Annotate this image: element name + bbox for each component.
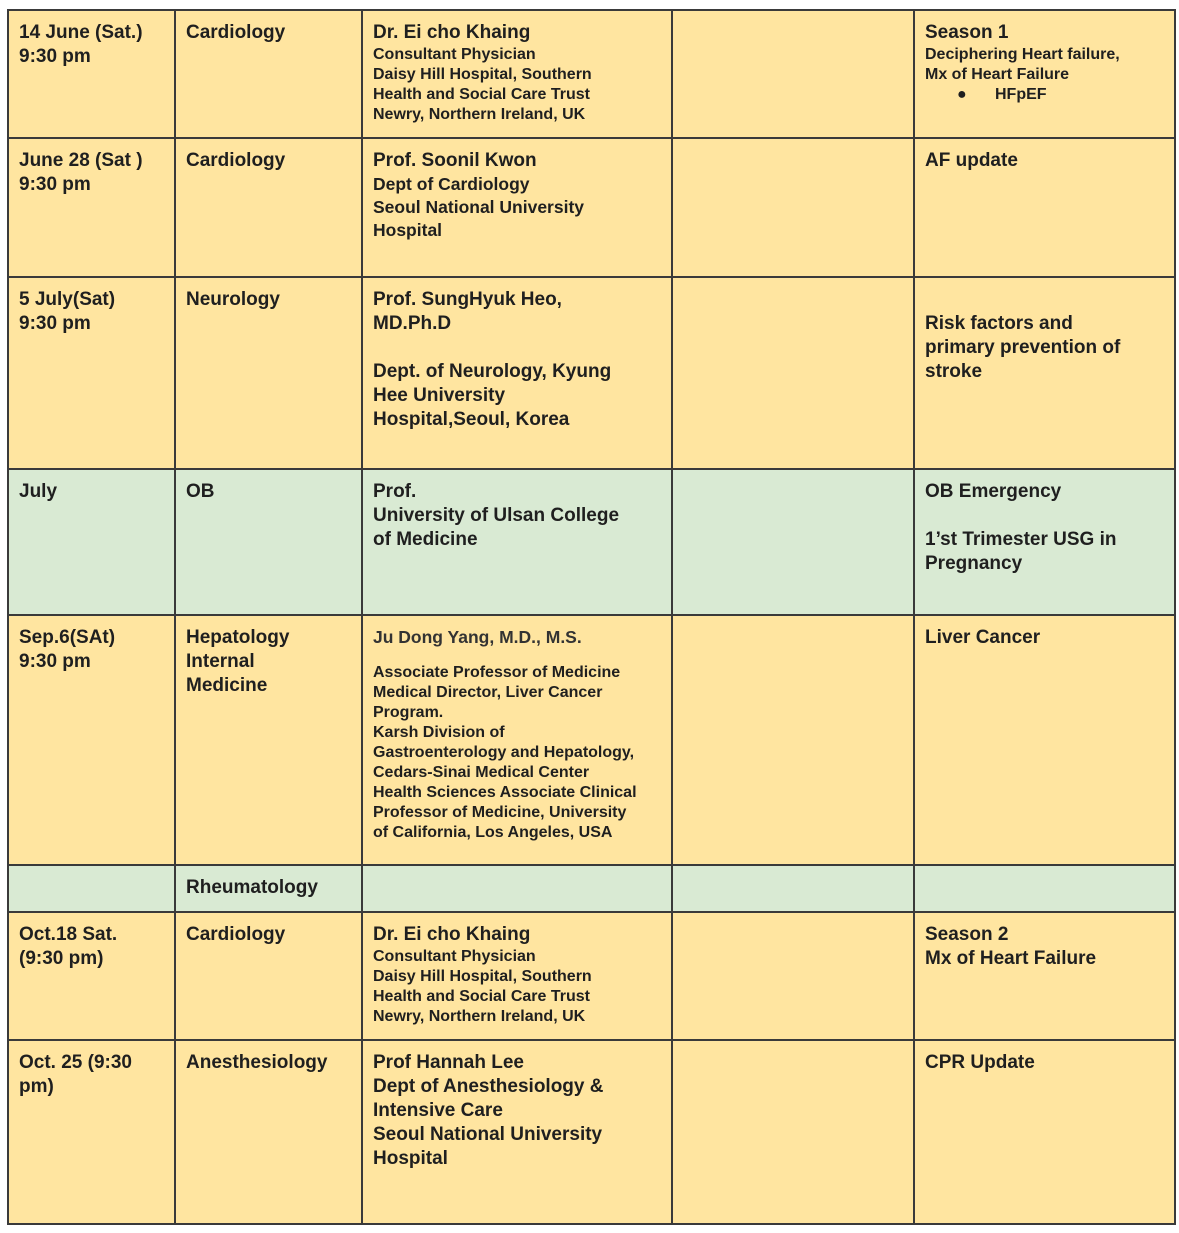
speaker-detail: of California, Los Angeles, USA (373, 824, 613, 841)
bullet-dot-icon: ● (957, 86, 967, 103)
date-cell (8, 277, 175, 469)
date-cell (8, 912, 175, 1040)
notes-cell (672, 615, 914, 865)
speaker-detail: Associate Professor of Medicine (373, 664, 621, 681)
specialty-text: Internal (186, 651, 255, 672)
speaker-name: Prof Hannah Lee (373, 1052, 524, 1073)
notes-cell (672, 10, 914, 138)
time-text: (9:30 pm) (19, 948, 104, 969)
speaker-detail: Dept of Anesthesiology & (373, 1076, 604, 1097)
specialty-text: Cardiology (186, 150, 286, 171)
notes-cell (672, 277, 914, 469)
speaker-detail: Professor of Medicine, University (373, 804, 627, 821)
speaker-cell (362, 615, 672, 865)
topic-bullet-item (925, 85, 1164, 105)
specialty-text: Anesthesiology (186, 1052, 328, 1073)
date-cell (8, 615, 175, 865)
specialty-text: Neurology (186, 289, 280, 310)
date-cell (8, 1040, 175, 1224)
speaker-detail: Intensive Care (373, 1100, 503, 1121)
time-text: 9:30 pm (19, 46, 91, 67)
table-row (8, 1040, 1175, 1224)
topic-detail: Deciphering Heart failure, (925, 46, 1120, 63)
topic-cell (914, 865, 1175, 912)
speaker-cell (362, 10, 672, 138)
notes-cell (672, 469, 914, 615)
topic-text: Liver Cancer (925, 627, 1041, 648)
speaker-name: Prof. (373, 481, 417, 502)
speaker-detail: Hospital,Seoul, Korea (373, 409, 570, 430)
table-row (8, 10, 1175, 138)
speaker-detail: Hee University (373, 385, 506, 406)
speaker-detail: Newry, Northern Ireland, UK (373, 106, 586, 123)
speaker-detail: Health and Social Care Trust (373, 86, 590, 103)
speaker-detail: Medical Director, Liver Cancer (373, 684, 603, 701)
speaker-detail: Health Sciences Associate Clinical (373, 784, 637, 801)
speaker-name: Dr. Ei cho Khaing (373, 924, 531, 945)
topic-bullet-text: HFpEF (995, 86, 1047, 103)
specialty-cell (175, 865, 362, 912)
speaker-name: Prof. SungHyuk Heo, (373, 289, 562, 310)
table-row (8, 277, 1175, 469)
topic-title: Season 2 (925, 924, 1009, 945)
notes-cell (672, 138, 914, 277)
spacer (373, 649, 661, 663)
topic-cell (914, 277, 1175, 469)
topic-text: Risk factors and (925, 313, 1073, 334)
time-text: 9:30 pm (19, 313, 91, 334)
topic-cell (914, 615, 1175, 865)
topic-text: stroke (925, 361, 983, 382)
notes-cell (672, 1040, 914, 1224)
date-cell (8, 469, 175, 615)
topic-cell (914, 138, 1175, 277)
speaker-detail: Newry, Northern Ireland, UK (373, 1008, 586, 1025)
speaker-detail: Daisy Hill Hospital, Southern (373, 968, 592, 985)
spacer (373, 336, 661, 360)
speaker-detail: Program. (373, 704, 444, 721)
topic-cell (914, 10, 1175, 138)
date-cell (8, 865, 175, 912)
specialty-text: Cardiology (186, 22, 286, 43)
specialty-cell (175, 912, 362, 1040)
speaker-detail: Seoul National University (373, 1124, 603, 1145)
spacer (925, 288, 1164, 312)
date-text: Oct.18 Sat. (19, 924, 118, 945)
notes-cell (672, 912, 914, 1040)
specialty-text: Rheumatology (186, 877, 318, 898)
speaker-detail: Karsh Division of (373, 724, 505, 741)
topic-cell (914, 1040, 1175, 1224)
speaker-detail: Dept of Cardiology (373, 174, 530, 194)
specialty-text: Medicine (186, 675, 268, 696)
speaker-degree: MD.Ph.D (373, 313, 452, 334)
date-text: June 28 (Sat ) (19, 150, 143, 171)
time-text: pm) (19, 1076, 54, 1097)
date-cell (8, 138, 175, 277)
speaker-detail: Daisy Hill Hospital, Southern (373, 66, 592, 83)
speaker-cell (362, 138, 672, 277)
speaker-detail: Consultant Physician (373, 46, 536, 63)
topic-detail: Mx of Heart Failure (925, 66, 1070, 83)
specialty-cell (175, 469, 362, 615)
table-row (8, 138, 1175, 277)
speaker-detail: Hospital (373, 220, 443, 240)
lecture-schedule-table (7, 9, 1176, 1225)
topic-text: primary prevention of (925, 337, 1121, 358)
topic-text: CPR Update (925, 1052, 1035, 1073)
specialty-cell (175, 10, 362, 138)
time-text: 9:30 pm (19, 651, 91, 672)
specialty-cell (175, 277, 362, 469)
specialty-text: Cardiology (186, 924, 286, 945)
speaker-name: Prof. Soonil Kwon (373, 150, 537, 171)
speaker-detail: Hospital (373, 1148, 448, 1169)
speaker-name: Dr. Ei cho Khaing (373, 22, 531, 43)
speaker-detail: Seoul National University (373, 197, 585, 217)
date-text: Oct. 25 (9:30 (19, 1052, 132, 1073)
topic-text: Mx of Heart Failure (925, 948, 1097, 969)
time-text: 9:30 pm (19, 174, 91, 195)
table-row (8, 865, 1175, 912)
specialty-cell (175, 615, 362, 865)
date-text: Sep.6(SAt) (19, 627, 116, 648)
speaker-cell (362, 1040, 672, 1224)
specialty-text: OB (186, 481, 215, 502)
topic-cell (914, 912, 1175, 1040)
specialty-cell (175, 1040, 362, 1224)
specialty-text: Hepatology (186, 627, 290, 648)
date-text: July (19, 481, 58, 502)
speaker-cell (362, 865, 672, 912)
speaker-detail: University of Ulsan College (373, 505, 620, 526)
table-row (8, 615, 1175, 865)
date-text: 5 July(Sat) (19, 289, 116, 310)
speaker-detail: Health and Social Care Trust (373, 988, 590, 1005)
date-cell (8, 10, 175, 138)
speaker-detail: Gastroenterology and Hepatology, (373, 744, 635, 761)
speaker-cell (362, 277, 672, 469)
specialty-cell (175, 138, 362, 277)
speaker-name: Ju Dong Yang, M.D., M.S. (373, 627, 582, 647)
speaker-detail: Cedars-Sinai Medical Center (373, 764, 590, 781)
topic-text: OB Emergency (925, 481, 1062, 502)
date-text: 14 June (Sat.) (19, 22, 143, 43)
speaker-cell (362, 469, 672, 615)
speaker-cell (362, 912, 672, 1040)
topic-title: Season 1 (925, 22, 1009, 43)
topic-cell (914, 469, 1175, 615)
speaker-detail: of Medicine (373, 529, 478, 550)
topic-text: 1’st Trimester USG in (925, 529, 1117, 550)
table-row (8, 469, 1175, 615)
topic-text: AF update (925, 150, 1018, 171)
table-row (8, 912, 1175, 1040)
notes-cell (672, 865, 914, 912)
speaker-detail: Dept. of Neurology, Kyung (373, 361, 612, 382)
topic-text: Pregnancy (925, 553, 1023, 574)
speaker-detail: Consultant Physician (373, 948, 536, 965)
spacer (925, 504, 1164, 528)
